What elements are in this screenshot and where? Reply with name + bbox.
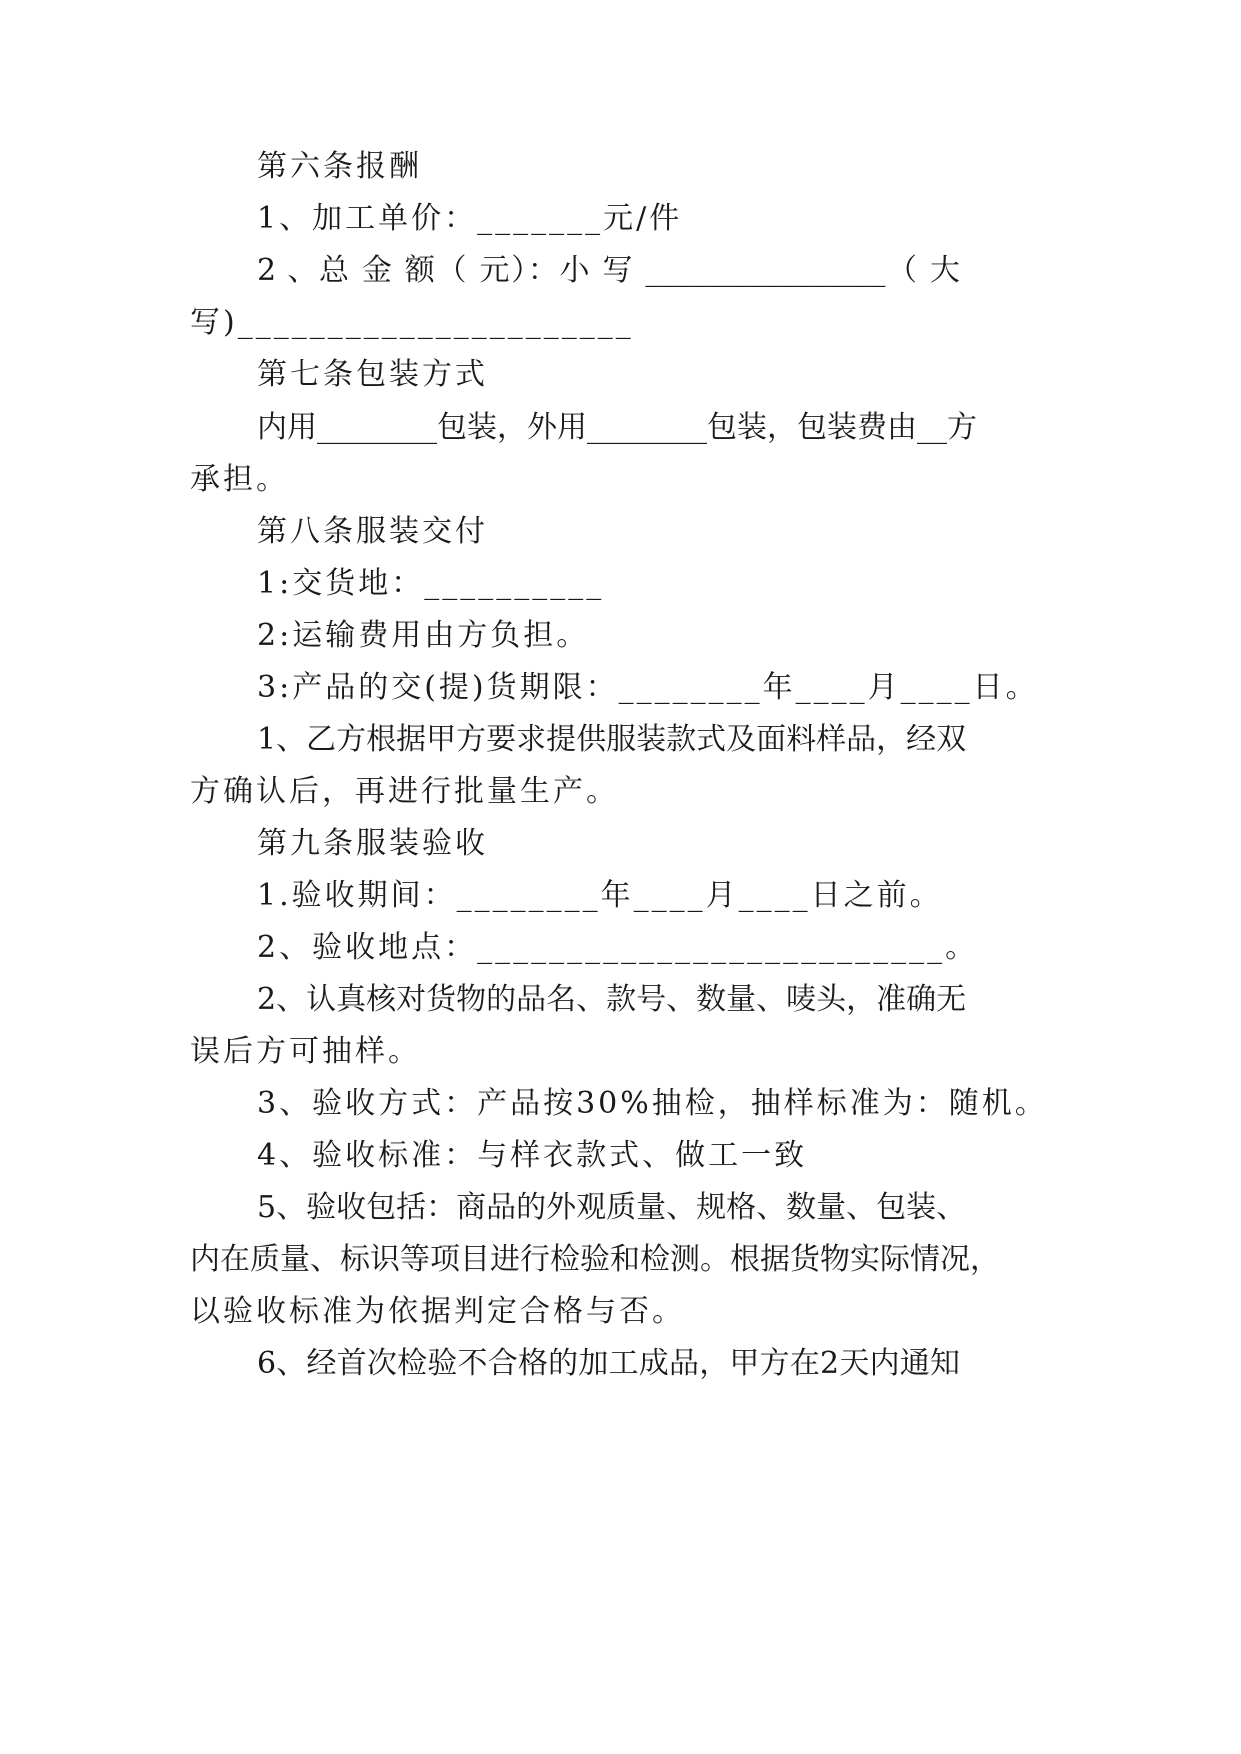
section-9-heading: 第九条服装验收 <box>257 826 488 861</box>
inspection-scope-line-cont: 内在质量、标识等项目进行检验和检测。根据货物实际情况， <box>190 1242 1000 1277</box>
inspection-period-line: 1.验收期间：________年____月____日之前。 <box>257 878 943 913</box>
first-inspection-line: 6、经首次检验不合格的加工成品，甲方在2天内通知 <box>257 1346 960 1381</box>
transport-cost-line: 2:运输费用由方负担。 <box>257 618 590 653</box>
inspection-place-line: 2、验收地点：__________________________。 <box>257 930 979 965</box>
unit-price-line: 1、加工单价：_______元/件 <box>257 201 683 236</box>
total-amount-line: 2 、总 金 额（ 元）：小 写 ________________（ 大 <box>257 253 960 288</box>
packaging-line-cont: 承担。 <box>190 462 289 497</box>
section-7-heading: 第七条包装方式 <box>257 357 488 392</box>
check-goods-line-cont: 误后方可抽样。 <box>190 1034 421 1069</box>
section-8-heading: 第八条服装交付 <box>257 514 488 549</box>
total-amount-uppercase-line: 写)______________________ <box>190 305 634 340</box>
inspection-method-line: 3、验收方式：产品按30%抽检，抽样标准为：随机。 <box>257 1086 1048 1121</box>
sample-line-cont: 方确认后，再进行批量生产。 <box>190 774 619 809</box>
section-6-heading: 第六条报酬 <box>257 149 422 184</box>
sample-line: 1、乙方根据甲方要求提供服装款式及面料样品，经双 <box>257 722 967 757</box>
packaging-line: 内用________包装，外用________包装，包装费由__方 <box>257 410 977 445</box>
inspection-scope-line: 5、验收包括：商品的外观质量、规格、数量、包装、 <box>257 1190 967 1225</box>
delivery-deadline-line: 3:产品的交(提)货期限：________年____月____日。 <box>257 670 1039 705</box>
inspection-standard-line: 4、验收标准：与样衣款式、做工一致 <box>257 1138 808 1173</box>
inspection-scope-line-end: 以验收标准为依据判定合格与否。 <box>190 1294 685 1329</box>
check-goods-line: 2、认真核对货物的品名、款号、数量、唛头，准确无 <box>257 982 967 1017</box>
delivery-place-line: 1:交货地：__________ <box>257 566 605 601</box>
